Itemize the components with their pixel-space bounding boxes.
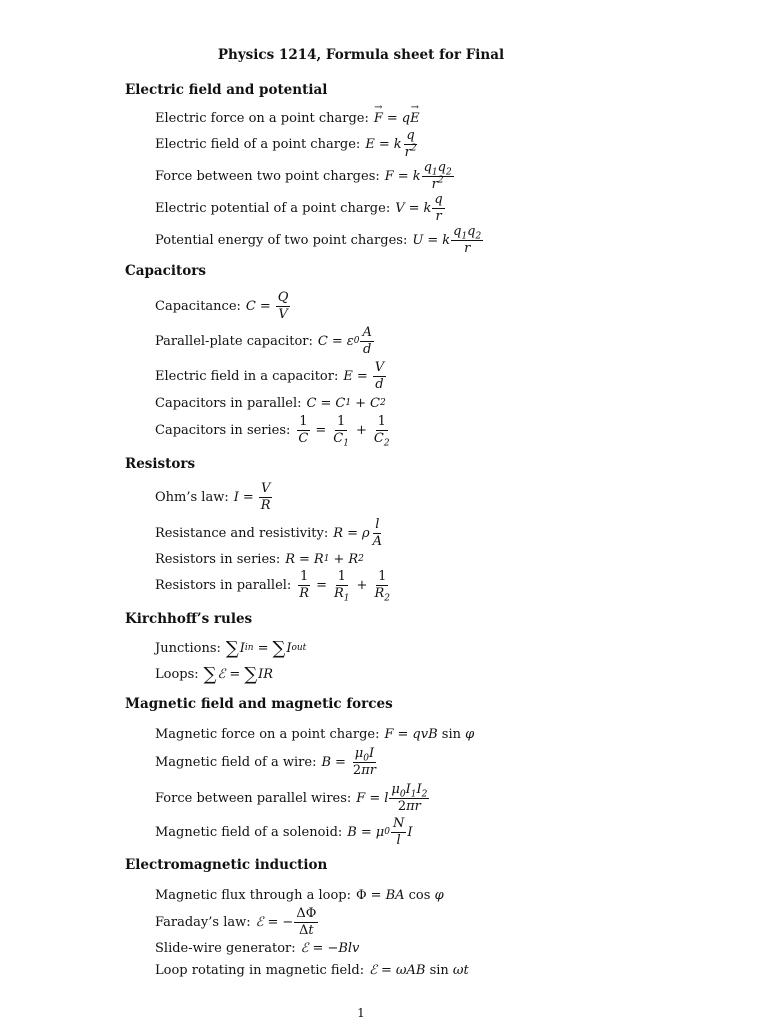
formula-label: Potential energy of two point charges: bbox=[155, 232, 408, 248]
formula-expression: F = l $\frac{\mu_0I_1I_2}{2\pi r}$ bbox=[356, 781, 428, 814]
formula-resistors-parallel bbox=[155, 567, 393, 603]
formula-label: Capacitors in parallel: bbox=[155, 395, 302, 411]
formula-expression: $\frac{1}{C}$ = $\frac{1}{C_1}$ + $\frac{1}{C_2}$ bbox=[298, 413, 390, 449]
formula-label: Resistors in series: bbox=[155, 551, 281, 567]
formula-label: Resistors in parallel: bbox=[155, 577, 292, 593]
formula-field-of-wire bbox=[155, 744, 379, 780]
formula-expression: ℰ = − Blv bbox=[300, 940, 360, 956]
formula-loop-rule bbox=[155, 656, 273, 692]
formula-label: Capacitors in series: bbox=[155, 422, 291, 438]
formula-expression: ℰ = ωAB sin ωt bbox=[369, 962, 469, 978]
formula-label: Electric potential of a point charge: bbox=[155, 200, 391, 216]
formula-expression: ∑ I in = ∑ I out bbox=[225, 637, 307, 659]
formula-expression: C = ε 0 $\frac{A}{d}$ bbox=[317, 324, 372, 357]
formula-expression: F = k $\frac{q_1q_2}{r^2}$ bbox=[384, 159, 452, 192]
formula-label: Force between parallel wires: bbox=[155, 790, 352, 806]
formula-force-two-charges bbox=[155, 158, 455, 194]
formula-expression: U = k $\frac{q_1q_2}{r}$ bbox=[412, 223, 482, 256]
formula-potential-energy bbox=[155, 222, 484, 258]
formula-label: Faraday’s law: bbox=[155, 914, 251, 930]
formula-label: Magnetic field of a solenoid: bbox=[155, 824, 343, 840]
section-heading-resistors: Resistors bbox=[125, 456, 196, 472]
formula-expression: R = ρ $\frac{l}{A}$ bbox=[333, 516, 383, 549]
formula-field-of-solenoid bbox=[155, 814, 412, 850]
formula-force-parallel-wires bbox=[155, 780, 430, 816]
formula-expression: ∑ ℰ = ∑ IR bbox=[203, 663, 274, 685]
formula-expression: E = $\frac{V}{d}$ bbox=[343, 359, 385, 392]
formula-expression: F = qvB sin φ bbox=[384, 726, 475, 742]
formula-parallel-plate bbox=[155, 323, 375, 359]
formula-expression: V = k $\frac{q}{r}$ bbox=[395, 191, 443, 224]
formula-rotating-loop bbox=[155, 952, 469, 988]
section-heading-capacitors: Capacitors bbox=[125, 263, 206, 279]
formula-expression: R = R 1 + R 2 bbox=[285, 551, 364, 567]
formula-expression: Φ = BA cos φ bbox=[355, 887, 444, 903]
formula-label: Junctions: bbox=[155, 640, 221, 656]
formula-label: Parallel-plate capacitor: bbox=[155, 333, 313, 349]
formula-label: Force between two point charges: bbox=[155, 168, 380, 184]
formula-label: Magnetic flux through a loop: bbox=[155, 887, 351, 903]
formula-label: Electric field in a capacitor: bbox=[155, 368, 339, 384]
section-heading-induction: Electromagnetic induction bbox=[125, 857, 328, 873]
formula-ohms-law bbox=[155, 479, 274, 515]
formula-expression: $\frac{1}{R}$ = $\frac{1}{R_1}$ + $\frac{1}{R_2}$ bbox=[299, 568, 390, 604]
section-heading-electric: Electric field and potential bbox=[125, 82, 328, 98]
formula-capacitance bbox=[155, 288, 291, 324]
formula-label: Electric field of a point charge: bbox=[155, 136, 361, 152]
formula-expression: B = μ 0 $\frac{N}{l}$ I bbox=[347, 815, 413, 848]
formula-label: Magnetic force on a point charge: bbox=[155, 726, 380, 742]
formula-label: Slide-wire generator: bbox=[155, 940, 296, 956]
formula-capacitors-series bbox=[155, 412, 393, 448]
formula-label: Resistance and resistivity: bbox=[155, 525, 329, 541]
formula-expression: → F = q → E bbox=[374, 111, 420, 126]
formula-label: Magnetic field of a wire: bbox=[155, 754, 317, 770]
formula-expression: I = $\frac{V}{R}$ bbox=[233, 480, 271, 513]
formula-electric-potential bbox=[155, 190, 446, 226]
formula-expression: ℰ = − $\frac{\Delta\Phi}{\Delta t}$ bbox=[255, 905, 317, 938]
formula-expression: C = $\frac{Q}{V}$ bbox=[245, 289, 289, 322]
section-heading-kirchhoff: Kirchhoff’s rules bbox=[125, 611, 253, 627]
formula-label: Ohm’s law: bbox=[155, 489, 229, 505]
formula-label: Electric force on a point charge: bbox=[155, 110, 369, 126]
formula-expression: B = $\frac{\mu_0I}{2\pi r}$ bbox=[321, 745, 376, 778]
page-title: Physics 1214, Formula sheet for Final bbox=[217, 47, 505, 63]
formula-electric-field-point bbox=[155, 126, 420, 162]
formula-expression: C = C 1 + C 2 bbox=[306, 395, 386, 411]
formula-label: Loops: bbox=[155, 666, 199, 682]
page-number: 1 bbox=[357, 1006, 365, 1020]
formula-expression: E = k $\frac{q}{r^2}$ bbox=[365, 127, 417, 160]
section-heading-magnetic: Magnetic field and magnetic forces bbox=[125, 696, 393, 712]
formula-label: Loop rotating in magnetic field: bbox=[155, 962, 365, 978]
formula-label: Capacitance: bbox=[155, 298, 241, 314]
